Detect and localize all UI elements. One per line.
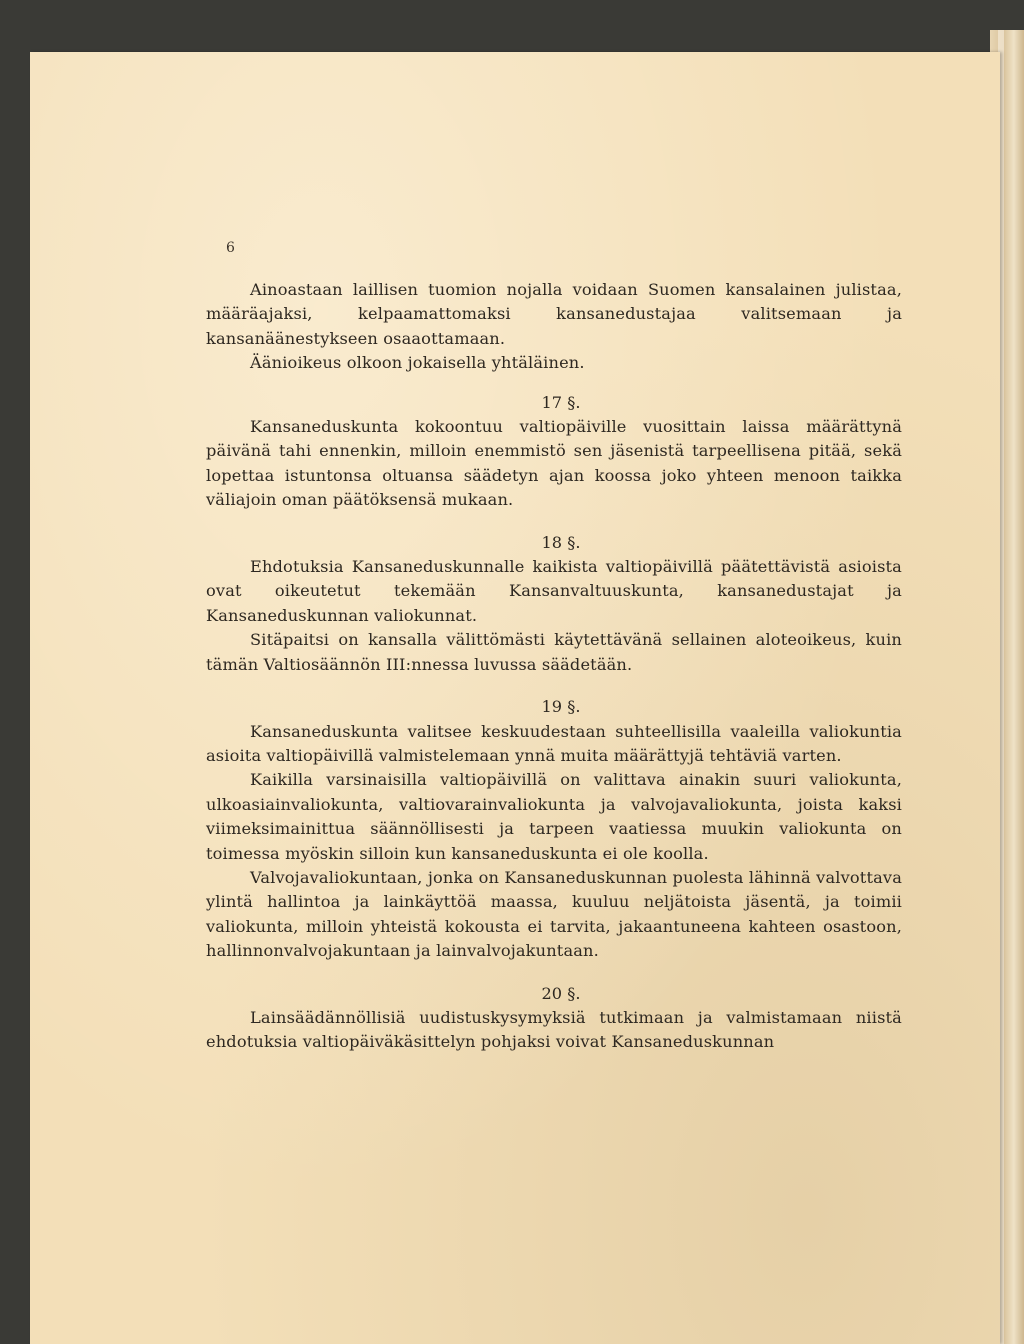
paragraph-section-19-committees: Kansaneduskunta valitsee keskuudestaan suhteellisilla vaaleilla valiokuntia asioita valtiopäivillä valmistelemaan ynnä muita määrättyjä tehtäviä varten.: [206, 721, 902, 765]
section-heading-20: 20 §.: [541, 983, 581, 1003]
paragraph-section-19-required: Kaikilla varsinaisilla valtiopäivillä on valittava ainakin suuri valiokunta, ulkoasiainvaliokunta, valtiovarainvaliokunta ja valvojavaliokunta, joista kaksi viimeksimainittua säännöllisesti ja tarpeen vaatiessa muukin valiokunta on toimessa myöskin silloin kun kansaneduskunta ei ole koolla.: [206, 770, 902, 863]
page-number: 6: [226, 240, 235, 256]
paragraph-section-19-supervisory: Valvojavaliokuntaan, jonka on Kansaneduskunnan puolesta lähinnä valvottava ylintä hallintoa ja lainkäyttöä maassa, kuuluu neljätoista jäsentä, ja toimii valiokunta, milloin yhteistä kokousta ei tarvita, jakaantuneena kahteen osastoon, hallinnonvalvojakuntaan ja lainvalvojakuntaan.: [206, 867, 902, 961]
section-heading-19: 19 §.: [541, 697, 581, 717]
paragraph-equal-vote: Äänioikeus olkoon jokaisella yhtäläinen.: [250, 353, 585, 373]
paragraph-section-17: Kansaneduskunta kokoontuu valtiopäiville vuosittain laissa määrättynä päivänä tahi ennenkin, milloin enemmistö sen jäsenistä tarpeellisena pitää, sekä lopettaa istuntonsa oltuansa säädetyn ajan koossa joko yhteen menoon taikka väliajoin oman päätöksensä mukaan.: [206, 417, 902, 510]
section-heading-17: 17 §.: [541, 392, 581, 412]
paragraph-section-18-proposals: Ehdotuksia Kansaneduskunnalle kaikista valtiopäivillä päätettävistä asioista ovat oikeutetut tekemään Kansanvaltuuskunta, kansanedustajat ja Kansaneduskunnan valiokunnat.: [206, 557, 902, 625]
body-text: [206, 278, 902, 1055]
paragraph-eligibility: Ainoastaan laillisen tuomion nojalla voidaan Suomen kansalainen julistaa, määräajaksi, kelpaamattomaksi kansanedustajaa valitsemaan ja kansanäänestykseen osaaottamaan.: [206, 280, 902, 348]
document-page: [30, 52, 1000, 1344]
paragraph-section-20: Lainsäädännöllisiä uudistuskysymyksiä tutkimaan ja valmistamaan niistä ehdotuksia valtiopäiväkäsittelyn pohjaksi voivat Kansaneduskunnan: [206, 1007, 902, 1052]
section-heading-18: 18 §.: [541, 532, 581, 552]
paragraph-section-18-initiative: Sitäpaitsi on kansalla välittömästi käytettävänä sellainen aloteoikeus, kuin tämän Valtiosäännön III:nnessa luvussa säädetään.: [206, 630, 902, 674]
